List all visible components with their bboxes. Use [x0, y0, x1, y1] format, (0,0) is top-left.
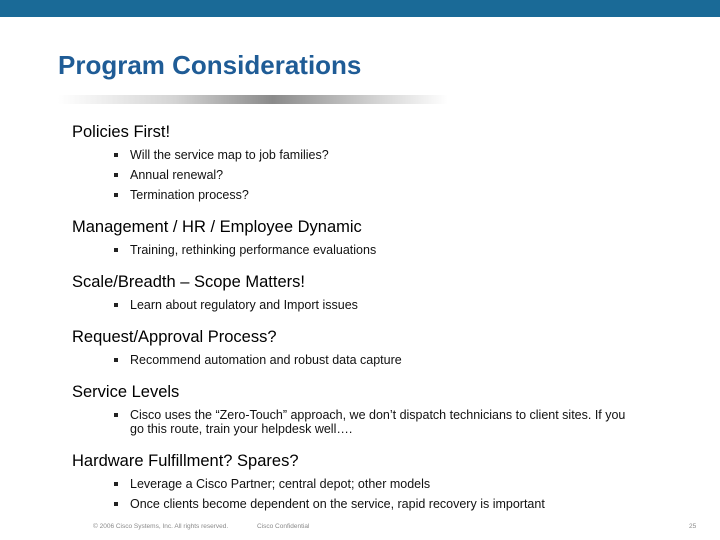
bullet-item	[72, 477, 692, 491]
bullet-item	[72, 148, 692, 162]
square-bullet-icon	[114, 482, 118, 486]
slide-title: Program Considerations	[58, 50, 362, 80]
square-bullet-icon	[114, 413, 118, 417]
section-heading: Request/Approval Process?	[72, 328, 277, 346]
header-bar	[0, 0, 720, 17]
slide-body	[72, 122, 692, 517]
section-service-levels	[72, 382, 692, 436]
bullet-list	[72, 408, 692, 436]
section-request-approval	[72, 327, 692, 367]
section-heading: Hardware Fulfillment? Spares?	[72, 452, 299, 470]
bullet-list	[72, 148, 692, 202]
footer-classification: Cisco Confidential	[257, 523, 310, 530]
bullet-text: Leverage a Cisco Partner; central depot; other models	[130, 477, 431, 491]
square-bullet-icon	[114, 173, 118, 177]
bullet-text: Training, rethinking performance evaluations	[130, 243, 377, 257]
bullet-item	[72, 243, 692, 257]
section-heading: Scale/Breadth – Scope Matters!	[72, 273, 305, 291]
bullet-text: Annual renewal?	[130, 168, 224, 182]
square-bullet-icon	[114, 358, 118, 362]
square-bullet-icon	[114, 502, 118, 506]
section-heading: Policies First!	[72, 123, 171, 141]
bullet-list	[72, 298, 692, 312]
section-policies	[72, 122, 692, 202]
bullet-list	[72, 353, 692, 367]
bullet-text: Learn about regulatory and Import issues	[130, 298, 358, 312]
bullet-text: Once clients become dependent on the service, rapid recovery is important	[130, 497, 545, 511]
bullet-item	[72, 408, 635, 436]
page-number: 25	[689, 523, 697, 530]
square-bullet-icon	[114, 303, 118, 307]
square-bullet-icon	[114, 248, 118, 252]
square-bullet-icon	[114, 193, 118, 197]
footer-copyright: © 2006 Cisco Systems, Inc. All rights reserved.	[93, 523, 229, 530]
bullet-text: Will the service map to job families?	[130, 148, 329, 162]
bullet-item	[72, 298, 692, 312]
section-scale	[72, 272, 692, 312]
square-bullet-icon	[114, 153, 118, 157]
section-management	[72, 217, 692, 257]
bullet-list	[72, 477, 692, 511]
bullet-text: Cisco uses the “Zero-Touch” approach, we don’t dispatch technicians to client sites. If you go this route, train your helpdesk well….	[130, 408, 626, 436]
title-underline	[58, 95, 448, 104]
bullet-item	[72, 353, 692, 367]
bullet-list	[72, 243, 692, 257]
bullet-item	[72, 188, 692, 202]
bullet-item	[72, 497, 692, 511]
section-hardware	[72, 451, 692, 511]
bullet-item	[72, 168, 692, 182]
bullet-text: Termination process?	[130, 188, 249, 202]
section-heading: Service Levels	[72, 383, 180, 401]
bullet-text: Recommend automation and robust data capture	[130, 353, 402, 367]
section-heading: Management / HR / Employee Dynamic	[72, 218, 362, 236]
